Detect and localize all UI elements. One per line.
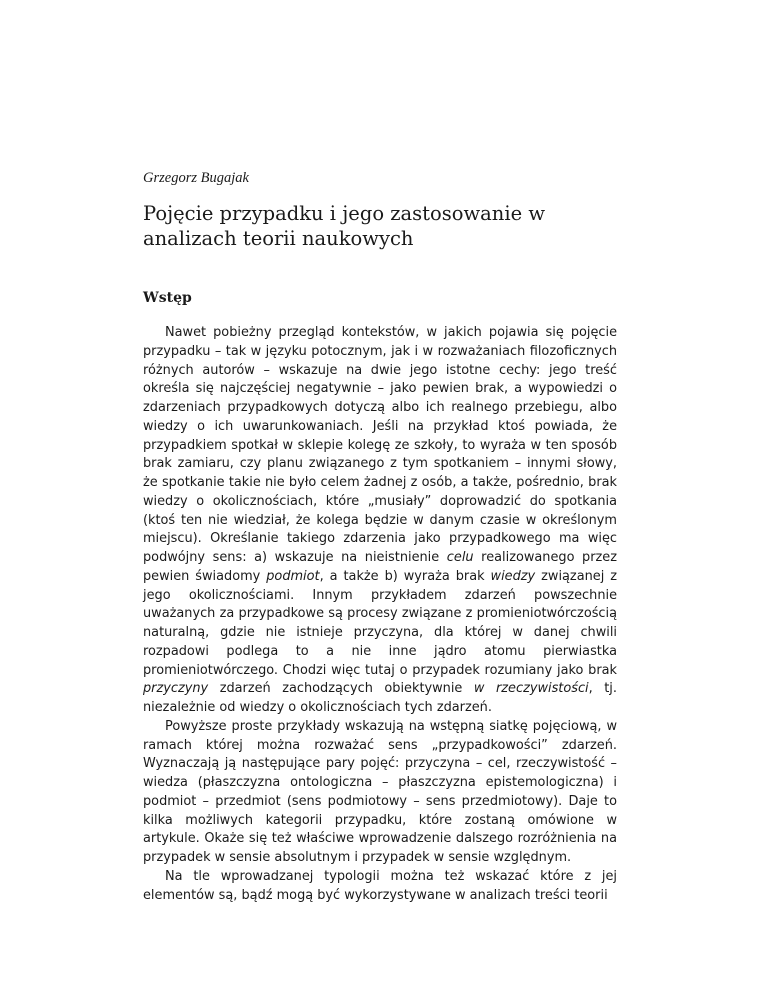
text-run: , a także b) wyraża brak (319, 568, 491, 584)
paragraph-2 (143, 718, 617, 868)
section-heading: Wstęp (143, 290, 192, 306)
text-run: realizowanego przez pewien świadomy (143, 550, 618, 584)
emphasis-w-rzeczywistosci: w rzeczywistości (473, 681, 589, 697)
emphasis-podmiot: podmiot (266, 568, 320, 584)
text-run: Nawet pobieżny przegląd kontekstów, w jakich pojawia się pojęcie przypadku – tak w języku potocznym, jak i w rozważaniach filozoficznych różnych autorów – wskazuje na dwie jego istotne cechy: jego treść określa się najczęściej negatywnie – jako pewien brak, a wypowiedzi o zdarzeniach przypadkowych dotyczą albo ich realnego przebiegu, albo wiedzy o ich uwarunkowaniach. Jeśli na przykład ktoś powiada, że przypadkiem spotkał w sklepie kolegę ze szkoły, to wyraża w ten sposób brak zamiaru, czy planu związanego z tym spotkaniem – innymi słowy, że spotkanie takie nie było celem żadnej z osób, a także, pośrednio, brak wiedzy o okolicznościach, które „musiały” doprowadzić do spotkania (ktoś ten nie wiedział, że kolega będzie w danym czasie w określonym miejscu). Określanie takiego zdarzenia jako przypadkowego ma więc podwójny sens: a) wskazuje na nieistnienie (143, 325, 617, 565)
text-run: , tj. niezależnie od wiedzy o okolicznościach tych zdarzeń. (143, 681, 617, 715)
emphasis-przyczyny: przyczyny (143, 681, 209, 697)
paragraph-3 (143, 868, 617, 906)
emphasis-celu: celu (446, 550, 474, 565)
text-run: zdarzeń zachodzących obiektywnie (208, 681, 474, 697)
article-body (143, 324, 617, 905)
emphasis-wiedzy: wiedzy (490, 568, 536, 584)
author-name: Grzegorz Bugajak (143, 170, 249, 186)
article-title: Pojęcie przypadku i jego zastosowanie w analizach teorii naukowych (143, 202, 546, 250)
paragraph-1 (143, 324, 617, 718)
text-run: związanej z jego okolicznościami. Innym przykładem zdarzeń powszechnie uważanych za przypadkowe są procesy związane z promieniotwórczością naturalną, gdzie nie istnieje przyczyna, dla której w danej chwili rozpadowi podlega to a nie inne jądro atomu pierwiastka promieniotwórczego. Chodzi więc tutaj o przypadek rozumiany jako brak (143, 568, 618, 678)
text-run: Na tle wprowadzanej typologii można też wskazać które z jej elementów są, bądź mogą być wykorzystywane w analizach treści teorii (143, 868, 617, 903)
text-run: Powyższe proste przykłady wskazują na wstępną siatkę pojęciową, w ramach której można rozważać sens „przypadkowości” zdarzeń. Wyznaczają ją następujące pary pojęć: przyczyna – cel, rzeczywistość – wiedza (płaszczyzna ontologiczna – płaszczyzna epistemologiczna) i podmiot – przedmiot (sens podmiotowy – sens przedmiotowy). Daje to kilka możliwych kategorii przypadku, które zostaną omówione w artykule. Okaże się też właściwe wprowadzenie dalszego rozróżnienia na przypadek w sensie absolutnym i przypadek w sensie względnym. (143, 718, 617, 865)
